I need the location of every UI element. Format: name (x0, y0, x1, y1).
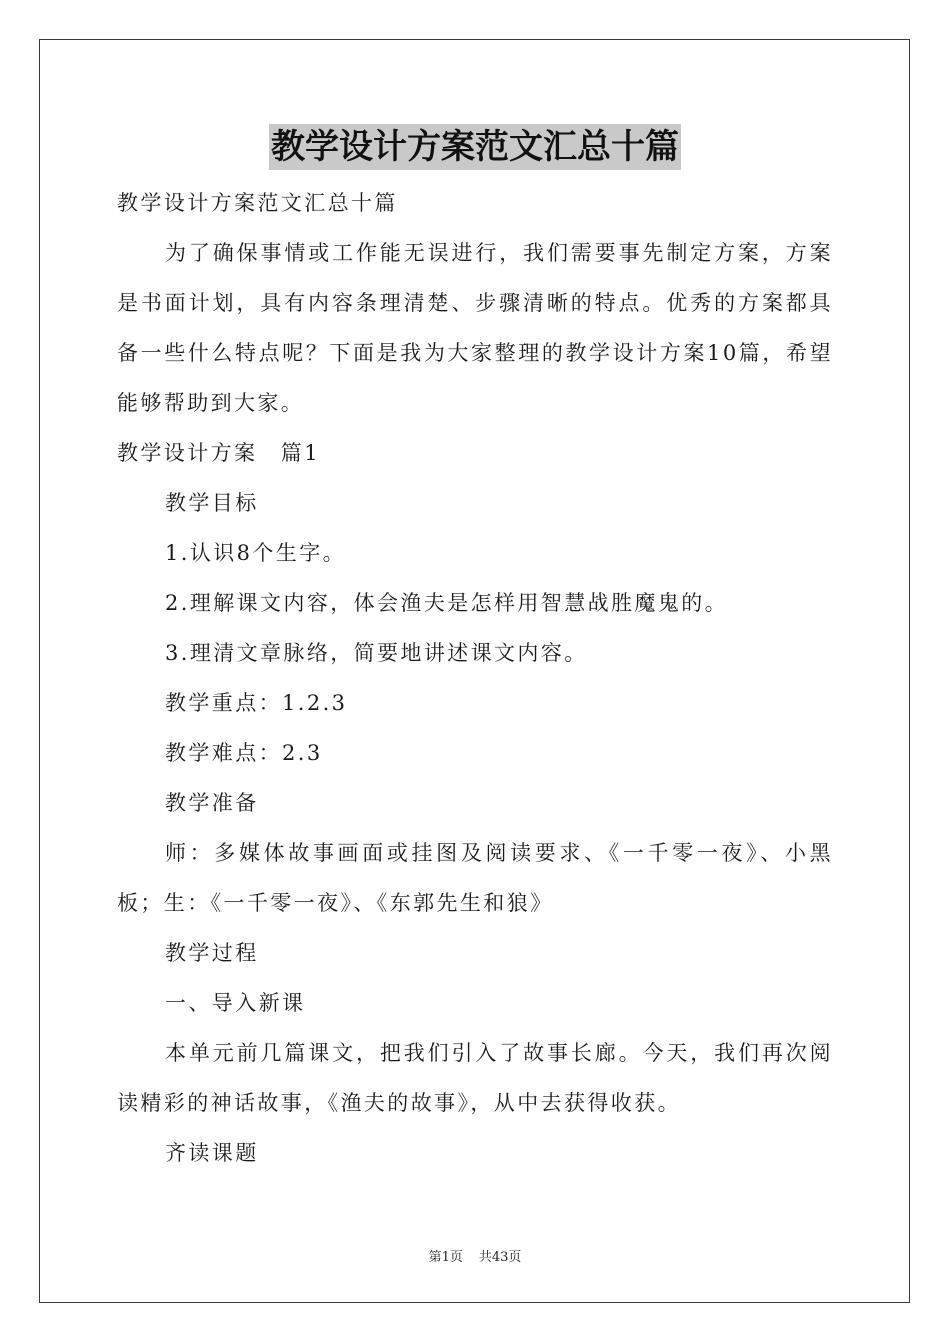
title-container (0, 124, 950, 170)
page-total: 共43页 (478, 1250, 522, 1265)
document-title: 教学设计方案范文汇总十篇 (269, 124, 681, 170)
document-body (117, 178, 833, 1178)
paragraph: 齐读课题 (165, 1141, 259, 1165)
list-item: 3.理清文章脉络，简要地讲述课文内容。 (165, 641, 588, 665)
paragraph: 教学重点：1.2.3 (165, 691, 348, 715)
section-heading: 教学设计方案 篇1 (117, 441, 320, 465)
paragraph: 师：多媒体故事画面或挂图及阅读要求、《一千零一夜》、小黑板；生：《一千零一夜》、《东郭先生和狼》 (117, 841, 833, 915)
page-footer (0, 1246, 950, 1265)
paragraph: 教学准备 (165, 791, 259, 815)
paragraph: 一、导入新课 (165, 991, 306, 1015)
paragraph: 教学过程 (165, 941, 259, 965)
paragraph: 教学设计方案范文汇总十篇 (117, 191, 398, 215)
paragraph: 为了确保事情或工作能无误进行，我们需要事先制定方案，方案是书面计划，具有内容条理清楚、步骤清晰的特点。优秀的方案都具备一些什么特点呢？下面是我为大家整理的教学设计方案10篇，希望能够帮助到大家。 (117, 241, 833, 415)
paragraph: 本单元前几篇课文，把我们引入了故事长廊。今天，我们再次阅读精彩的神话故事，《渔夫的故事》，从中去获得收获。 (117, 1041, 833, 1115)
list-item: 2.理解课文内容，体会渔夫是怎样用智慧战胜魔鬼的。 (165, 591, 729, 615)
page-number: 第1页 (428, 1250, 463, 1265)
list-item: 1.认识8个生字。 (165, 541, 346, 565)
paragraph: 教学难点：2.3 (165, 741, 323, 765)
paragraph: 教学目标 (165, 491, 259, 515)
